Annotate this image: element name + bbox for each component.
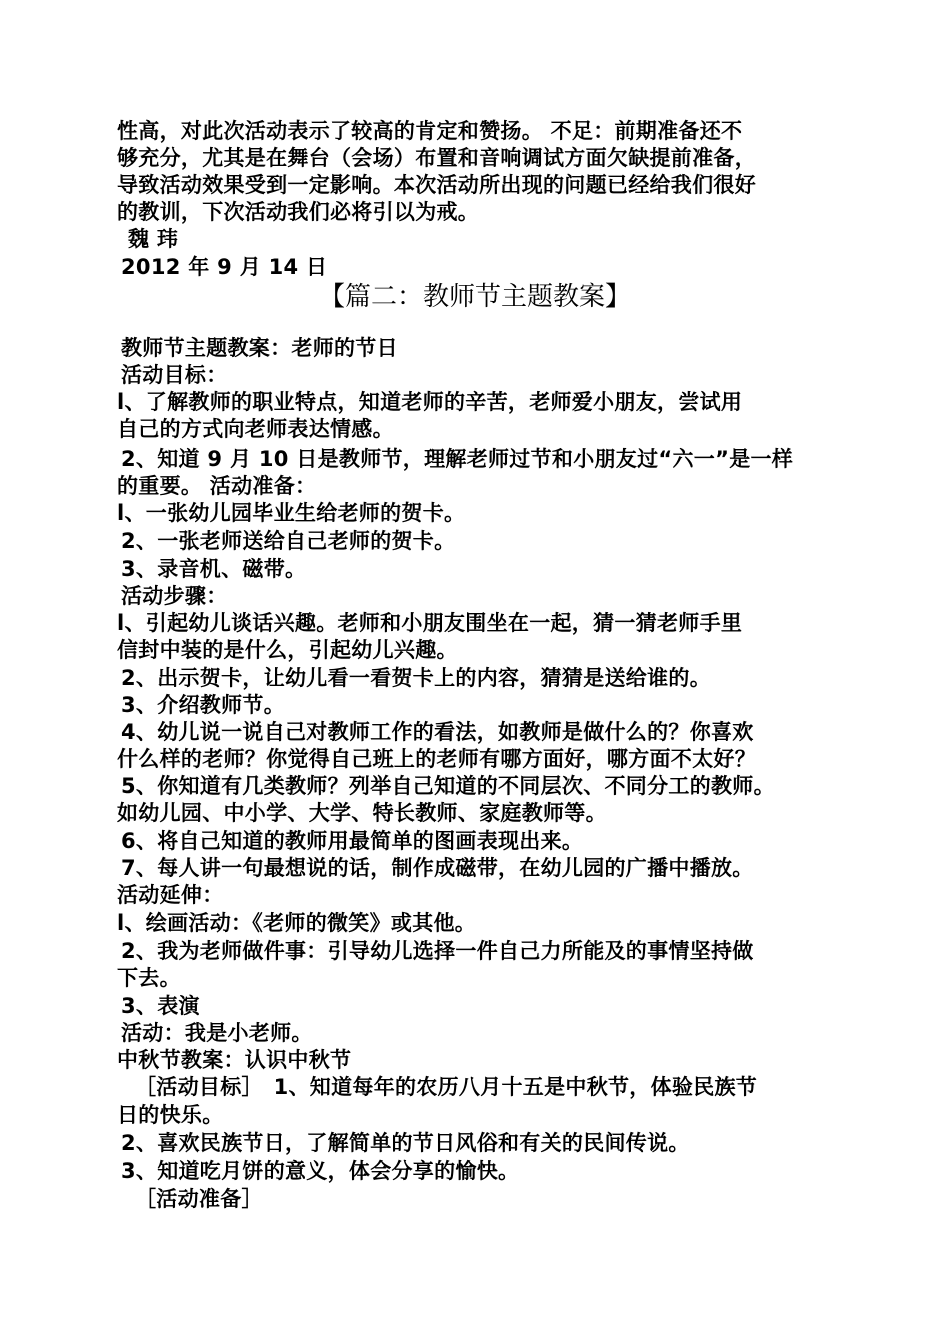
subheading: 活动延伸：: [117, 883, 224, 907]
text-line: 信封中装的是什么，引起幼儿兴趣。: [117, 638, 458, 662]
text-line: 2、喜欢民族节日，了解简单的节日风俗和有关的民间传说。: [121, 1131, 690, 1155]
text-line: 日的快乐。: [117, 1103, 224, 1127]
text-line: 5、你知道有几类教师？列举自己知道的不同层次、不同分工的教师。: [121, 774, 775, 798]
text-line: 导致活动效果受到一定影响。本次活动所出现的问题已经给我们很好: [117, 173, 756, 197]
text-line: l、引起幼儿谈话兴趣。老师和小朋友围坐在一起，猜一猜老师手里: [117, 611, 743, 635]
text-line: 3、录音机、磁带。: [121, 557, 307, 581]
text-line: 4、幼儿说一说自己对教师工作的看法，如教师是做什么的？你喜欢: [121, 720, 754, 744]
subheading: 活动目标：: [121, 363, 228, 387]
text-line: l、绘画活动：《老师的微笑》或其他。: [117, 911, 477, 935]
text-line: 2、出示贺卡，让幼儿看一看贺卡上的内容，猜猜是送给谁的。: [121, 666, 712, 690]
lesson-title: 中秋节教案：认识中秋节: [117, 1048, 352, 1072]
text-line: 2、一张老师送给自己老师的贺卡。: [121, 529, 456, 553]
text-line: 自己的方式向老师表达情感。: [117, 417, 394, 441]
text-line: 够充分，尤其是在舞台（会场）布置和音响调试方面欠缺提前准备，: [117, 146, 756, 170]
section-heading: 【篇二：教师节主题教案】: [318, 282, 631, 312]
date-line: 2012 年 9 月 14 日: [121, 255, 328, 279]
text-line: 2、知道 9 月 10 日是教师节，理解老师过节和小朋友过“六一”是一样: [121, 447, 794, 471]
text-line: 什么样的老师？你觉得自己班上的老师有哪方面好，哪方面不太好？: [117, 747, 756, 771]
text-line: 活动：我是小老师。: [121, 1021, 313, 1045]
text-line: 如幼儿园、中小学、大学、特长教师、家庭教师等。: [117, 801, 607, 825]
text-line: 下去。: [117, 966, 181, 990]
text-line: ［活动目标］ 1、知道每年的农历八月十五是中秋节，体验民族节: [135, 1075, 758, 1099]
text-line: 的重要。 活动准备：: [117, 474, 317, 498]
subheading: ［活动准备］: [135, 1187, 263, 1211]
text-line: 6、将自己知道的教师用最简单的图画表现出来。: [121, 829, 584, 853]
lesson-title: 教师节主题教案：老师的节日: [121, 336, 398, 360]
text-line: 3、知道吃月饼的意义，体会分享的愉快。: [121, 1159, 520, 1183]
text-line: 2、我为老师做件事：引导幼儿选择一件自己力所能及的事情坚持做: [121, 939, 754, 963]
text-line: 7、每人讲一句最想说的话，制作成磁带，在幼儿园的广播中播放。: [121, 856, 754, 880]
text-line: l、了解教师的职业特点，知道老师的辛苦，老师爱小朋友，尝试用: [117, 390, 743, 414]
text-line: 3、介绍教师节。: [121, 693, 286, 717]
subheading: 活动步骤：: [121, 584, 228, 608]
text-line: 3、表演: [121, 994, 200, 1018]
text-line: 性高，对此次活动表示了较高的肯定和赞扬。 不足：前期准备还不: [117, 119, 743, 143]
text-line: l、一张幼儿园毕业生给老师的贺卡。: [117, 501, 466, 525]
author-name: 魏 玮: [128, 227, 179, 251]
text-line: 的教训，下次活动我们必将引以为戒。: [117, 200, 480, 224]
